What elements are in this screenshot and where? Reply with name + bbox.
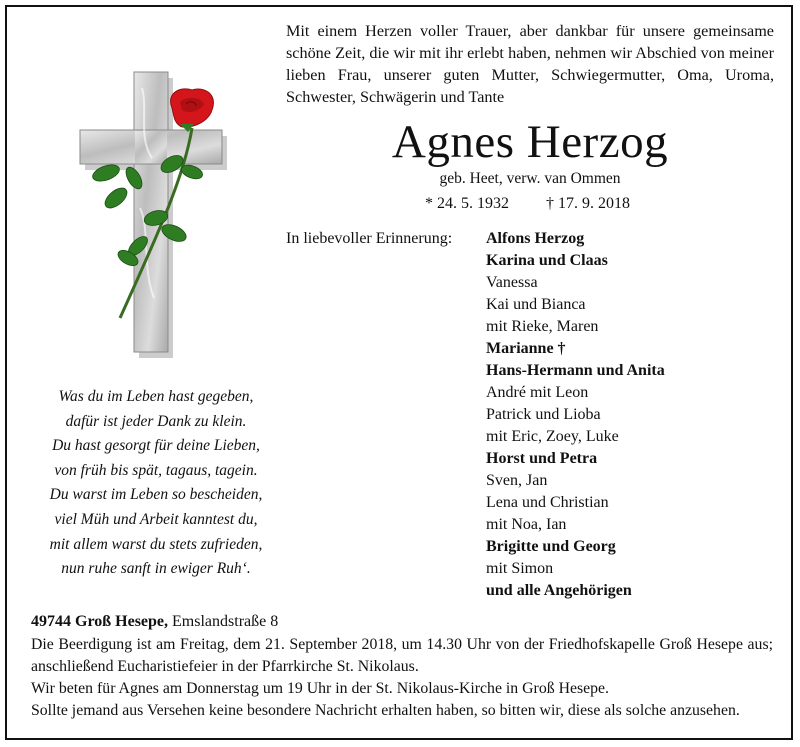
death-date: † 17. 9. 2018 (546, 195, 630, 212)
mourner-entry: mit Eric, Zoey, Luke (486, 428, 619, 445)
mourner-entry: Brigitte und Georg (486, 538, 616, 555)
cross-icon (76, 68, 236, 358)
address (31, 612, 278, 632)
cross-with-rose-illustration (76, 68, 236, 358)
mourner-entry: Marianne † (486, 340, 566, 357)
mourner-entry: mit Noa, Ian (486, 516, 567, 533)
deceased-name: Agnes Herzog (391, 116, 669, 168)
mourner-entry: Kai und Bianca (486, 296, 586, 313)
mourner-entry: Sven, Jan (486, 472, 548, 489)
funeral-text: Die Beerdigung ist am Freitag, dem 21. September 2018, um 14.30 Uhr von der Friedhofskapelle Groß Hesepe aus; anschließend Eucharistiefeier in der Pfarrkirche St. Nikolaus. (31, 636, 773, 675)
poem-line: von früh bis spät, tagaus, tagein. (54, 461, 258, 479)
funeral-info (31, 634, 773, 722)
address-city: 49744 Groß Hesepe, (31, 613, 169, 630)
poem-line: Du warst im Leben so bescheiden, (49, 486, 263, 504)
rose-icon (171, 89, 214, 132)
poem-line: Was du im Leben hast gegeben, (58, 388, 254, 405)
birth-date: * 24. 5. 1932 (425, 195, 509, 212)
birth-name: geb. Heet, verw. van Ommen (439, 170, 621, 187)
address-street: Emslandstraße 8 (172, 613, 279, 630)
poem-line: dafür ist jeder Dank zu klein. (65, 412, 247, 430)
prayer-text: Wir beten für Agnes am Donnerstag um 19 Uhr in der St. Nikolaus-Kirche in Groß Hesepe. (31, 680, 610, 697)
intro-text: Mit einem Herzen voller Trauer, aber dankbar für unsere gemeinsame schöne Zeit, die wir mit ihr erlebt haben, nehmen wir Abschied von meiner lieben Frau, unserer guten Mutter, Schwiegermutter, Oma, Uroma, Schwester, Schwägerin und Tante (286, 22, 774, 106)
poem (26, 385, 286, 582)
mourners-list (486, 228, 665, 602)
poem-line: mit allem warst du stets zufrieden, (49, 535, 263, 553)
mourner-entry: Patrick und Lioba (486, 406, 601, 423)
mourner-entry: Lena und Christian (486, 494, 609, 511)
mourner-entry: Vanessa (486, 274, 538, 291)
mourner-entry: Horst und Petra (486, 450, 598, 467)
mourner-entry: André mit Leon (486, 384, 589, 401)
mourner-entry: Alfons Herzog (486, 230, 585, 247)
mourner-entry: Karina und Claas (486, 252, 608, 269)
poem-line: Du hast gesorgt für deine Lieben, (52, 437, 260, 455)
remembrance-label: In liebevoller Erinnerung: (286, 230, 453, 247)
mourner-entry: Hans-Hermann und Anita (486, 362, 665, 379)
poem-line: viel Müh und Arbeit kanntest du, (54, 510, 258, 528)
mourner-entry: mit Simon (486, 560, 554, 577)
notice-text: Sollte jemand aus Versehen keine besondere Nachricht erhalten haben, so bitten wir, diese als solche anzusehen. (31, 702, 740, 719)
mourner-entry: mit Rieke, Maren (486, 318, 599, 335)
poem-line: nun ruhe sanft in ewiger Ruh‘. (61, 560, 251, 578)
mourner-entry: und alle Angehörigen (486, 582, 632, 599)
